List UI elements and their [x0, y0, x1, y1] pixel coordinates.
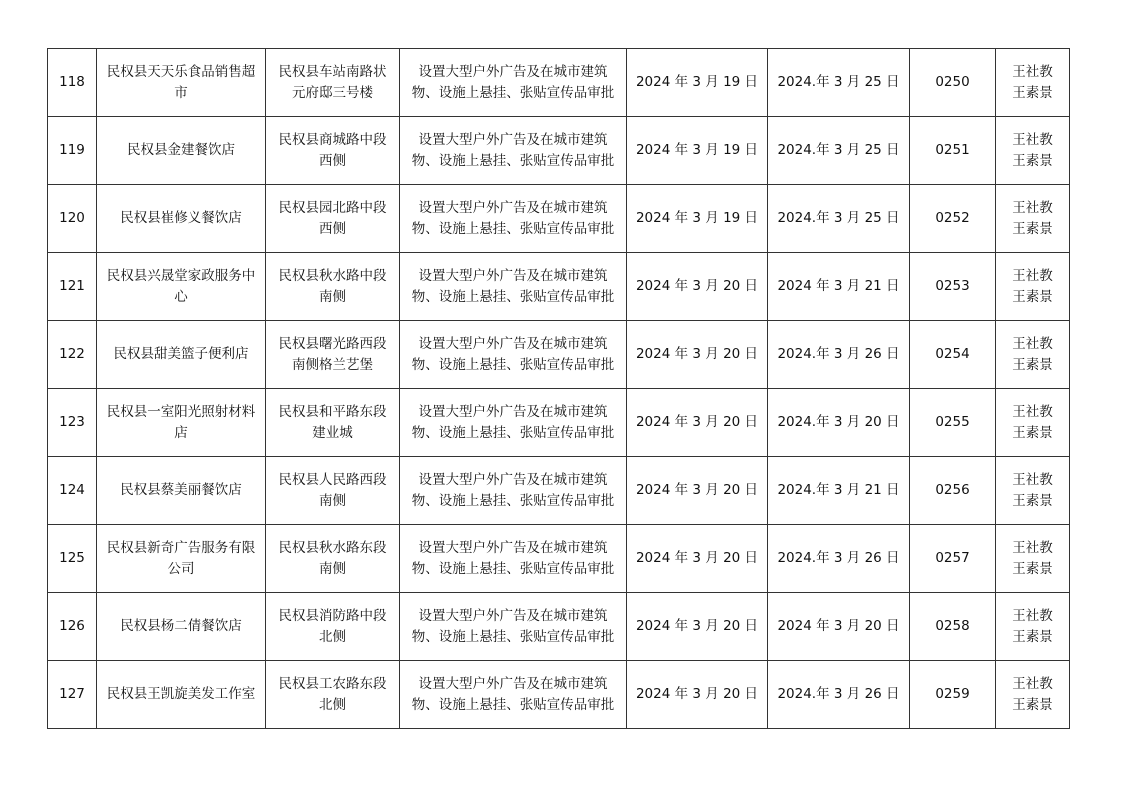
responsible-persons-cell	[996, 389, 1070, 457]
responsible-person: 王素景	[1012, 560, 1053, 577]
responsible-person: 王素景	[1012, 220, 1053, 237]
responsible-person: 王社教	[1012, 63, 1053, 80]
table-row	[48, 185, 1070, 253]
row-number-cell: 119	[48, 117, 97, 185]
row-number-cell: 127	[48, 661, 97, 729]
table-row	[48, 457, 1070, 525]
address-cell: 民权县秋水路中段南侧	[266, 253, 400, 321]
row-number-cell: 118	[48, 49, 97, 117]
responsible-person: 王社教	[1012, 131, 1053, 148]
permit-number-cell: 0257	[910, 525, 996, 593]
responsible-persons-cell	[996, 525, 1070, 593]
decision-date-cell: 2024.年 3 月 26 日	[768, 321, 910, 389]
row-number-cell: 126	[48, 593, 97, 661]
applicant-name-cell: 民权县一室阳光照射材料店	[97, 389, 266, 457]
permit-number-cell: 0252	[910, 185, 996, 253]
applicant-name-cell: 民权县金建餐饮店	[97, 117, 266, 185]
approval-item-cell: 设置大型户外广告及在城市建筑物、设施上悬挂、张贴宣传品审批	[400, 457, 627, 525]
table-row	[48, 525, 1070, 593]
applicant-name-cell: 民权县新奇广告服务有限公司	[97, 525, 266, 593]
approval-item-cell: 设置大型户外广告及在城市建筑物、设施上悬挂、张贴宣传品审批	[400, 253, 627, 321]
decision-date-cell: 2024 年 3 月 21 日	[768, 253, 910, 321]
approval-item-cell: 设置大型户外广告及在城市建筑物、设施上悬挂、张贴宣传品审批	[400, 185, 627, 253]
permit-table	[47, 48, 1070, 729]
responsible-person: 王社教	[1012, 607, 1053, 624]
permit-number-cell: 0253	[910, 253, 996, 321]
decision-date-cell: 2024.年 3 月 25 日	[768, 185, 910, 253]
responsible-person: 王素景	[1012, 84, 1053, 101]
approval-item-cell: 设置大型户外广告及在城市建筑物、设施上悬挂、张贴宣传品审批	[400, 321, 627, 389]
responsible-persons-cell	[996, 321, 1070, 389]
responsible-person: 王素景	[1012, 492, 1053, 509]
row-number-cell: 125	[48, 525, 97, 593]
permit-number-cell: 0258	[910, 593, 996, 661]
decision-date-cell: 2024.年 3 月 21 日	[768, 457, 910, 525]
responsible-person: 王社教	[1012, 403, 1053, 420]
address-cell: 民权县消防路中段北侧	[266, 593, 400, 661]
address-cell: 民权县秋水路东段南侧	[266, 525, 400, 593]
approval-item-cell: 设置大型户外广告及在城市建筑物、设施上悬挂、张贴宣传品审批	[400, 117, 627, 185]
responsible-person: 王社教	[1012, 335, 1053, 352]
responsible-person: 王素景	[1012, 696, 1053, 713]
address-cell: 民权县工农路东段北侧	[266, 661, 400, 729]
decision-date-cell: 2024.年 3 月 25 日	[768, 117, 910, 185]
address-cell: 民权县车站南路状元府邸三号楼	[266, 49, 400, 117]
permit-number-cell: 0259	[910, 661, 996, 729]
responsible-person: 王素景	[1012, 424, 1053, 441]
responsible-person: 王社教	[1012, 199, 1053, 216]
approval-item-cell: 设置大型户外广告及在城市建筑物、设施上悬挂、张贴宣传品审批	[400, 389, 627, 457]
responsible-person: 王社教	[1012, 539, 1053, 556]
table-row	[48, 661, 1070, 729]
responsible-persons-cell	[996, 185, 1070, 253]
address-cell: 民权县曙光路西段南侧格兰艺堡	[266, 321, 400, 389]
address-cell: 民权县和平路东段建业城	[266, 389, 400, 457]
applicant-name-cell: 民权县王凯旋美发工作室	[97, 661, 266, 729]
responsible-persons-cell	[996, 49, 1070, 117]
approval-item-cell: 设置大型户外广告及在城市建筑物、设施上悬挂、张贴宣传品审批	[400, 525, 627, 593]
accept-date-cell: 2024 年 3 月 20 日	[627, 457, 768, 525]
permit-number-cell: 0255	[910, 389, 996, 457]
responsible-persons-cell	[996, 117, 1070, 185]
permit-number-cell: 0254	[910, 321, 996, 389]
row-number-cell: 124	[48, 457, 97, 525]
accept-date-cell: 2024 年 3 月 20 日	[627, 661, 768, 729]
accept-date-cell: 2024 年 3 月 20 日	[627, 389, 768, 457]
accept-date-cell: 2024 年 3 月 20 日	[627, 321, 768, 389]
responsible-persons-cell	[996, 593, 1070, 661]
approval-item-cell: 设置大型户外广告及在城市建筑物、设施上悬挂、张贴宣传品审批	[400, 661, 627, 729]
accept-date-cell: 2024 年 3 月 20 日	[627, 593, 768, 661]
table-row	[48, 117, 1070, 185]
applicant-name-cell: 民权县崔修义餐饮店	[97, 185, 266, 253]
approval-item-cell: 设置大型户外广告及在城市建筑物、设施上悬挂、张贴宣传品审批	[400, 593, 627, 661]
table-row	[48, 321, 1070, 389]
row-number-cell: 121	[48, 253, 97, 321]
row-number-cell: 120	[48, 185, 97, 253]
address-cell: 民权县人民路西段南侧	[266, 457, 400, 525]
table-row	[48, 593, 1070, 661]
responsible-person: 王素景	[1012, 356, 1053, 373]
responsible-person: 王素景	[1012, 288, 1053, 305]
table-body	[48, 49, 1070, 729]
responsible-persons-cell	[996, 661, 1070, 729]
address-cell: 民权县园北路中段西侧	[266, 185, 400, 253]
table-row	[48, 253, 1070, 321]
permit-number-cell: 0256	[910, 457, 996, 525]
decision-date-cell: 2024 年 3 月 20 日	[768, 593, 910, 661]
accept-date-cell: 2024 年 3 月 20 日	[627, 525, 768, 593]
accept-date-cell: 2024 年 3 月 19 日	[627, 117, 768, 185]
applicant-name-cell: 民权县兴晟堂家政服务中心	[97, 253, 266, 321]
applicant-name-cell: 民权县蔡美丽餐饮店	[97, 457, 266, 525]
decision-date-cell: 2024.年 3 月 26 日	[768, 525, 910, 593]
permit-number-cell: 0250	[910, 49, 996, 117]
responsible-person: 王素景	[1012, 628, 1053, 645]
table-row	[48, 49, 1070, 117]
accept-date-cell: 2024 年 3 月 20 日	[627, 253, 768, 321]
responsible-person: 王社教	[1012, 267, 1053, 284]
table-row	[48, 389, 1070, 457]
responsible-persons-cell	[996, 253, 1070, 321]
row-number-cell: 123	[48, 389, 97, 457]
approval-item-cell: 设置大型户外广告及在城市建筑物、设施上悬挂、张贴宣传品审批	[400, 49, 627, 117]
applicant-name-cell: 民权县天天乐食品销售超市	[97, 49, 266, 117]
responsible-persons-cell	[996, 457, 1070, 525]
responsible-person: 王素景	[1012, 152, 1053, 169]
decision-date-cell: 2024.年 3 月 25 日	[768, 49, 910, 117]
applicant-name-cell: 民权县甜美篮子便利店	[97, 321, 266, 389]
responsible-person: 王社教	[1012, 675, 1053, 692]
responsible-person: 王社教	[1012, 471, 1053, 488]
address-cell: 民权县商城路中段西侧	[266, 117, 400, 185]
accept-date-cell: 2024 年 3 月 19 日	[627, 49, 768, 117]
row-number-cell: 122	[48, 321, 97, 389]
accept-date-cell: 2024 年 3 月 19 日	[627, 185, 768, 253]
permit-number-cell: 0251	[910, 117, 996, 185]
decision-date-cell: 2024.年 3 月 26 日	[768, 661, 910, 729]
applicant-name-cell: 民权县杨二倩餐饮店	[97, 593, 266, 661]
decision-date-cell: 2024.年 3 月 20 日	[768, 389, 910, 457]
